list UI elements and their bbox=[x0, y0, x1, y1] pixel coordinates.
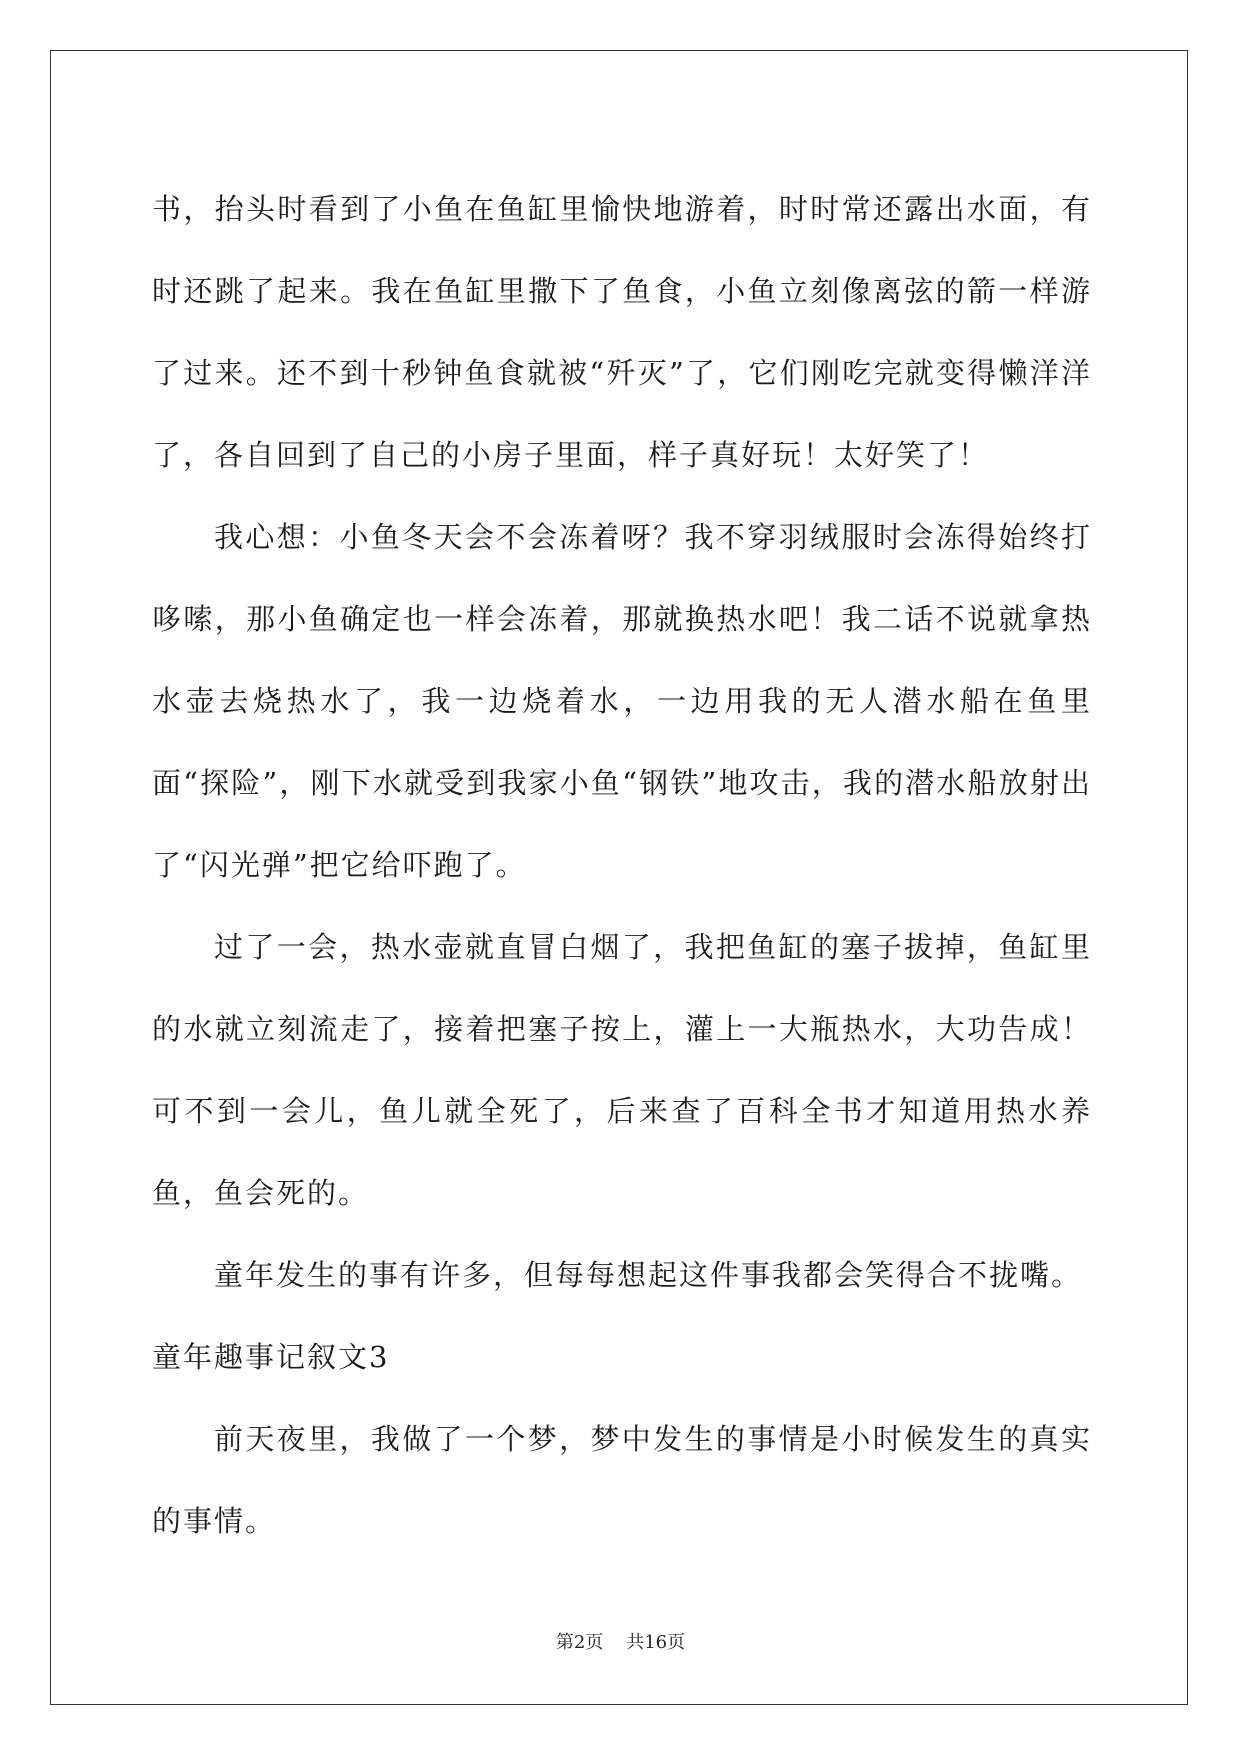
page-number: 第2页 bbox=[555, 1632, 604, 1653]
footer-spacer bbox=[603, 1632, 626, 1653]
section-heading: 童年趣事记叙文3 bbox=[152, 1340, 390, 1374]
paragraph-5: 前天夜里，我做了一个梦，梦中发生的事情是小时候发生的真实的事情。 bbox=[152, 1422, 1092, 1538]
paragraph-2: 我心想：小鱼冬天会不会冻着呀？我不穿羽绒服时会冻得始终打哆嗦，那小鱼确定也一样会冻着，那就换热水吧！我二话不说就拿热水壶去烧热水了，我一边烧着水，一边用我的无人潜水船在鱼里面“探险”，刚下水就受到我家小鱼“钢铁”地攻击，我的潜水船放射出了“闪光弹”把它给吓跑了。 bbox=[152, 520, 1092, 882]
page-total: 共16页 bbox=[626, 1632, 686, 1653]
document-body bbox=[152, 168, 1092, 1562]
paragraph-1: 书，抬头时看到了小鱼在鱼缸里愉快地游着，时时常还露出水面，有时还跳了起来。我在鱼缸里撒下了鱼食，小鱼立刻像离弦的箭一样游了过来。还不到十秒钟鱼食就被“歼灭”了，它们刚吃完就变得懒洋洋了，各自回到了自己的小房子里面，样子真好玩！太好笑了！ bbox=[152, 192, 1092, 472]
page-footer bbox=[0, 1628, 1241, 1654]
paragraph-4: 童年发生的事有许多，但每每想起这件事我都会笑得合不拢嘴。 bbox=[214, 1258, 1083, 1292]
paragraph-3: 过了一会，热水壶就直冒白烟了，我把鱼缸的塞子拔掉，鱼缸里的水就立刻流走了，接着把塞子按上，灌上一大瓶热水，大功告成！可不到一会儿，鱼儿就全死了，后来查了百科全书才知道用热水养鱼，鱼会死的。 bbox=[152, 930, 1092, 1210]
